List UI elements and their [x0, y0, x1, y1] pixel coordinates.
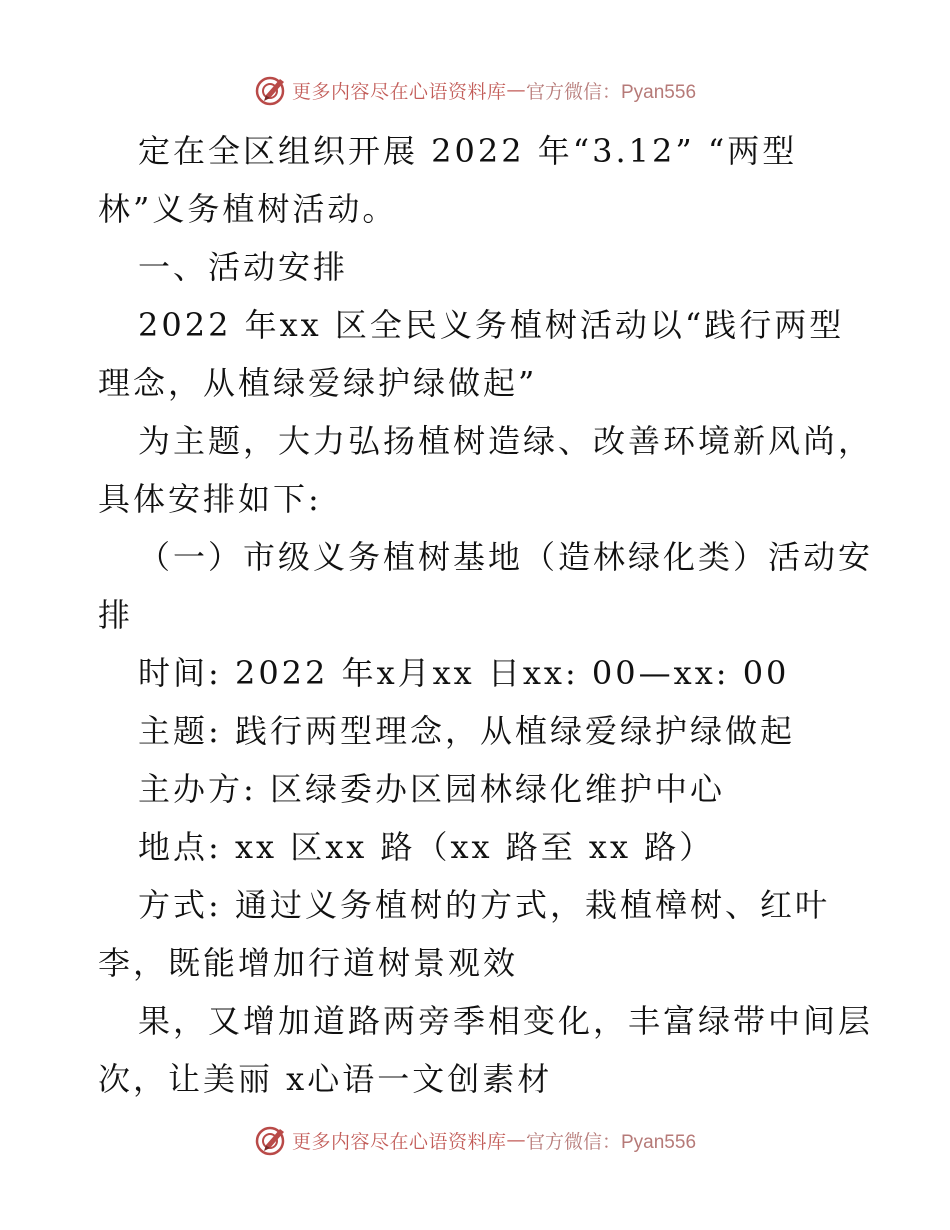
paragraph-line: （一）市级义务植树基地（造林绿化类）活动安 — [138, 538, 874, 576]
paragraph-line: 次，让美丽 x心语一文创素材 — [98, 1060, 553, 1098]
watermark-wechat-text: 官方微信：Pyan556 — [526, 1131, 697, 1153]
document-body — [98, 122, 888, 1108]
watermark-dash: — — [506, 1129, 526, 1151]
header-watermark-banner — [0, 70, 950, 110]
paragraph-line: 主题: 践行两型理念，从植绿爱绿护绿做起 — [138, 712, 795, 750]
paragraph-line: 排 — [98, 596, 134, 634]
watermark-dash: — — [506, 79, 526, 101]
paragraph-line: 定在全区组织开展 2022 年“3.12” “两型 — [138, 132, 798, 170]
paragraph-line: 地点: xx 区xx 路（xx 路至 xx 路） — [138, 828, 715, 866]
paragraph-line: 林”义务植树活动。 — [98, 190, 398, 228]
watermark-main-text: 更多内容尽在心语资料库 — [291, 80, 507, 103]
paragraph-line: 时间: 2022 年x月xx 日xx: 00—xx: 00 — [138, 654, 790, 692]
paragraph-line: 一、活动安排 — [138, 248, 349, 286]
paragraph-line: 2022 年xx 区全民义务植树活动以“践行两型 — [138, 306, 845, 344]
pen-logo-icon — [254, 73, 288, 107]
paragraph-line: 为主题，大力弘扬植树造绿、改善环境新风尚， — [138, 422, 874, 460]
paragraph-line: 李，既能增加行道树景观效 — [98, 944, 519, 982]
pen-logo-icon — [254, 1123, 288, 1157]
paragraph-line: 具体安排如下: — [98, 480, 322, 518]
footer-watermark-banner — [0, 1120, 950, 1160]
paragraph-line: 理念，从植绿爱绿护绿做起” — [98, 364, 538, 402]
paragraph-line: 方式: 通过义务植树的方式，栽植樟树、红叶 — [138, 886, 830, 924]
watermark-wechat-text: 官方微信：Pyan556 — [526, 81, 697, 103]
paragraph-line: 主办方: 区绿委办区园林绿化维护中心 — [138, 770, 725, 808]
paragraph-line: 果，又增加道路两旁季相变化，丰富绿带中间层 — [138, 1002, 874, 1040]
watermark-main-text: 更多内容尽在心语资料库 — [291, 1130, 507, 1153]
